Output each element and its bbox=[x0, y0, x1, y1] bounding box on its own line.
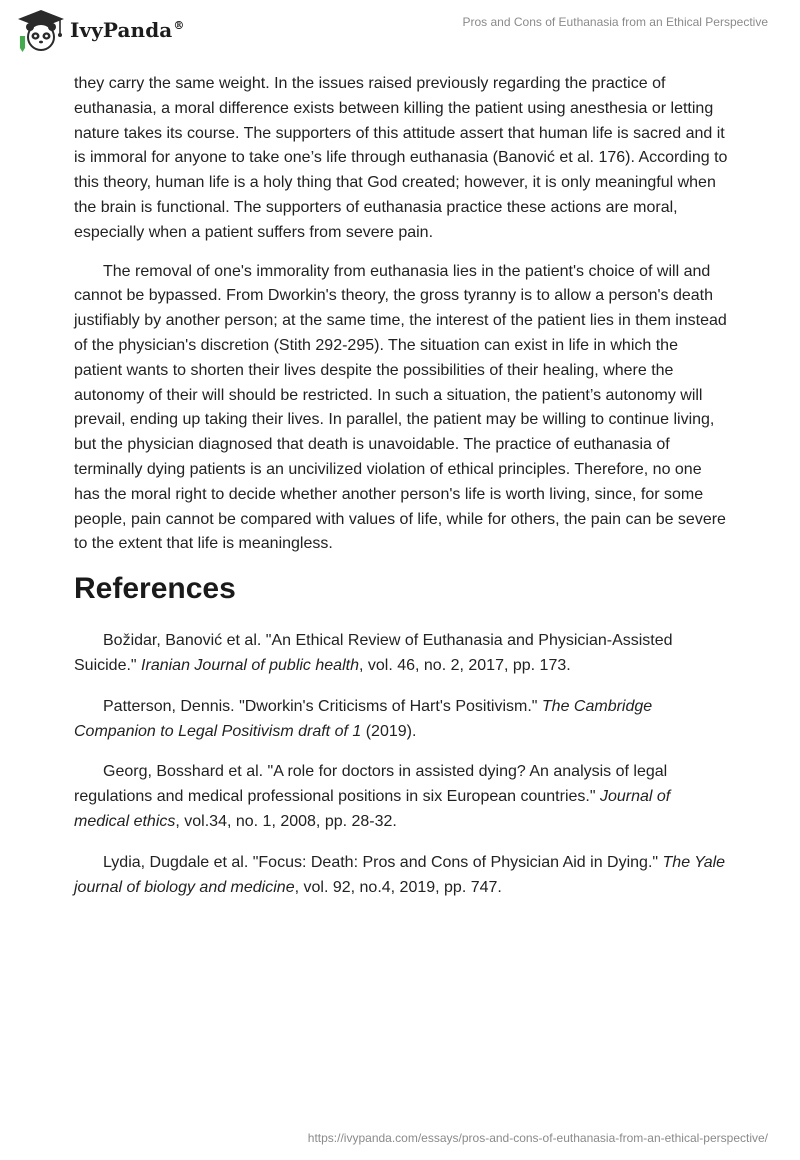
reference-item: Patterson, Dennis. "Dworkin's Criticisms of Hart's Positivism." The Cambridge Companion to Legal Positivism draft of 1 (2019). bbox=[74, 697, 653, 740]
panda-logo-icon bbox=[16, 8, 66, 52]
body-paragraph-1: they carry the same weight. In the issues raised previously regarding the practice of euthanasia, a moral difference exists between killing the patient using anesthesia or letting nature takes its course. The supporters of this attitude assert that human life is sacred and it is immoral for anyone to take one’s life through euthanasia (Banović et al. 176). According to this theory, human life is a holy thing that God created; however, it is only meaningful when the brain is functional. The supporters of euthanasia practice these actions are moral, especially when a patient suffers from severe pain. bbox=[74, 75, 728, 241]
source-url-link[interactable]: https://ivypanda.com/essays/pros-and-cons-of-euthanasia-from-an-ethical-perspective/ bbox=[307, 1131, 768, 1145]
reference-item: Georg, Bosshard et al. "A role for doctors in assisted dying? An analysis of legal regulations and medical professional positions in six European countries." Journal of medical ethics, vol.34, no. 1, 2008, pp. 28-32. bbox=[74, 763, 671, 830]
reference-item: Božidar, Banović et al. "An Ethical Review of Euthanasia and Physician-Assisted Suicide." Iranian Journal of public health, vol. 46, no. 2, 2017, pp. 173. bbox=[74, 632, 673, 674]
references-heading: References bbox=[74, 572, 236, 606]
document-title: Pros and Cons of Euthanasia from an Ethical Perspective bbox=[462, 15, 768, 29]
body-paragraph-2: The removal of one's immorality from euthanasia lies in the patient's choice of will and cannot be bypassed. From Dworkin's theory, the gross tyranny is to allow a person's death justifiably by another person; at the same time, the interest of the patient lies in them instead of the physician's discretion (Stith 292-295). The situation can exist in life in which the patient wants to shorten their lives despite the possibilities of their healing, where the autonomy of their will should be restricted. In such a situation, the patient’s autonomy will prevail, ending up taking their lives. In parallel, the patient may be willing to continue living, but the physician diagnosed that death is unavoidable. The practice of euthanasia of terminally dying patients is an uncivilized violation of ethical principles. Therefore, no one has the moral right to decide whether another person's life is worth living, since, for some people, pain cannot be compared with values of life, while for others, the pain can be severe to the extent that life is meaningless. bbox=[74, 262, 727, 553]
logo-text: IvyPanda® bbox=[70, 18, 185, 42]
page-header bbox=[0, 0, 800, 66]
essay-content bbox=[74, 72, 728, 916]
reference-item: Lydia, Dugdale et al. "Focus: Death: Pros and Cons of Physician Aid in Dying." The Yale journal of biology and medicine, vol. 92, no.4, 2019, pp. 747. bbox=[74, 853, 726, 896]
logo[interactable] bbox=[16, 8, 184, 52]
